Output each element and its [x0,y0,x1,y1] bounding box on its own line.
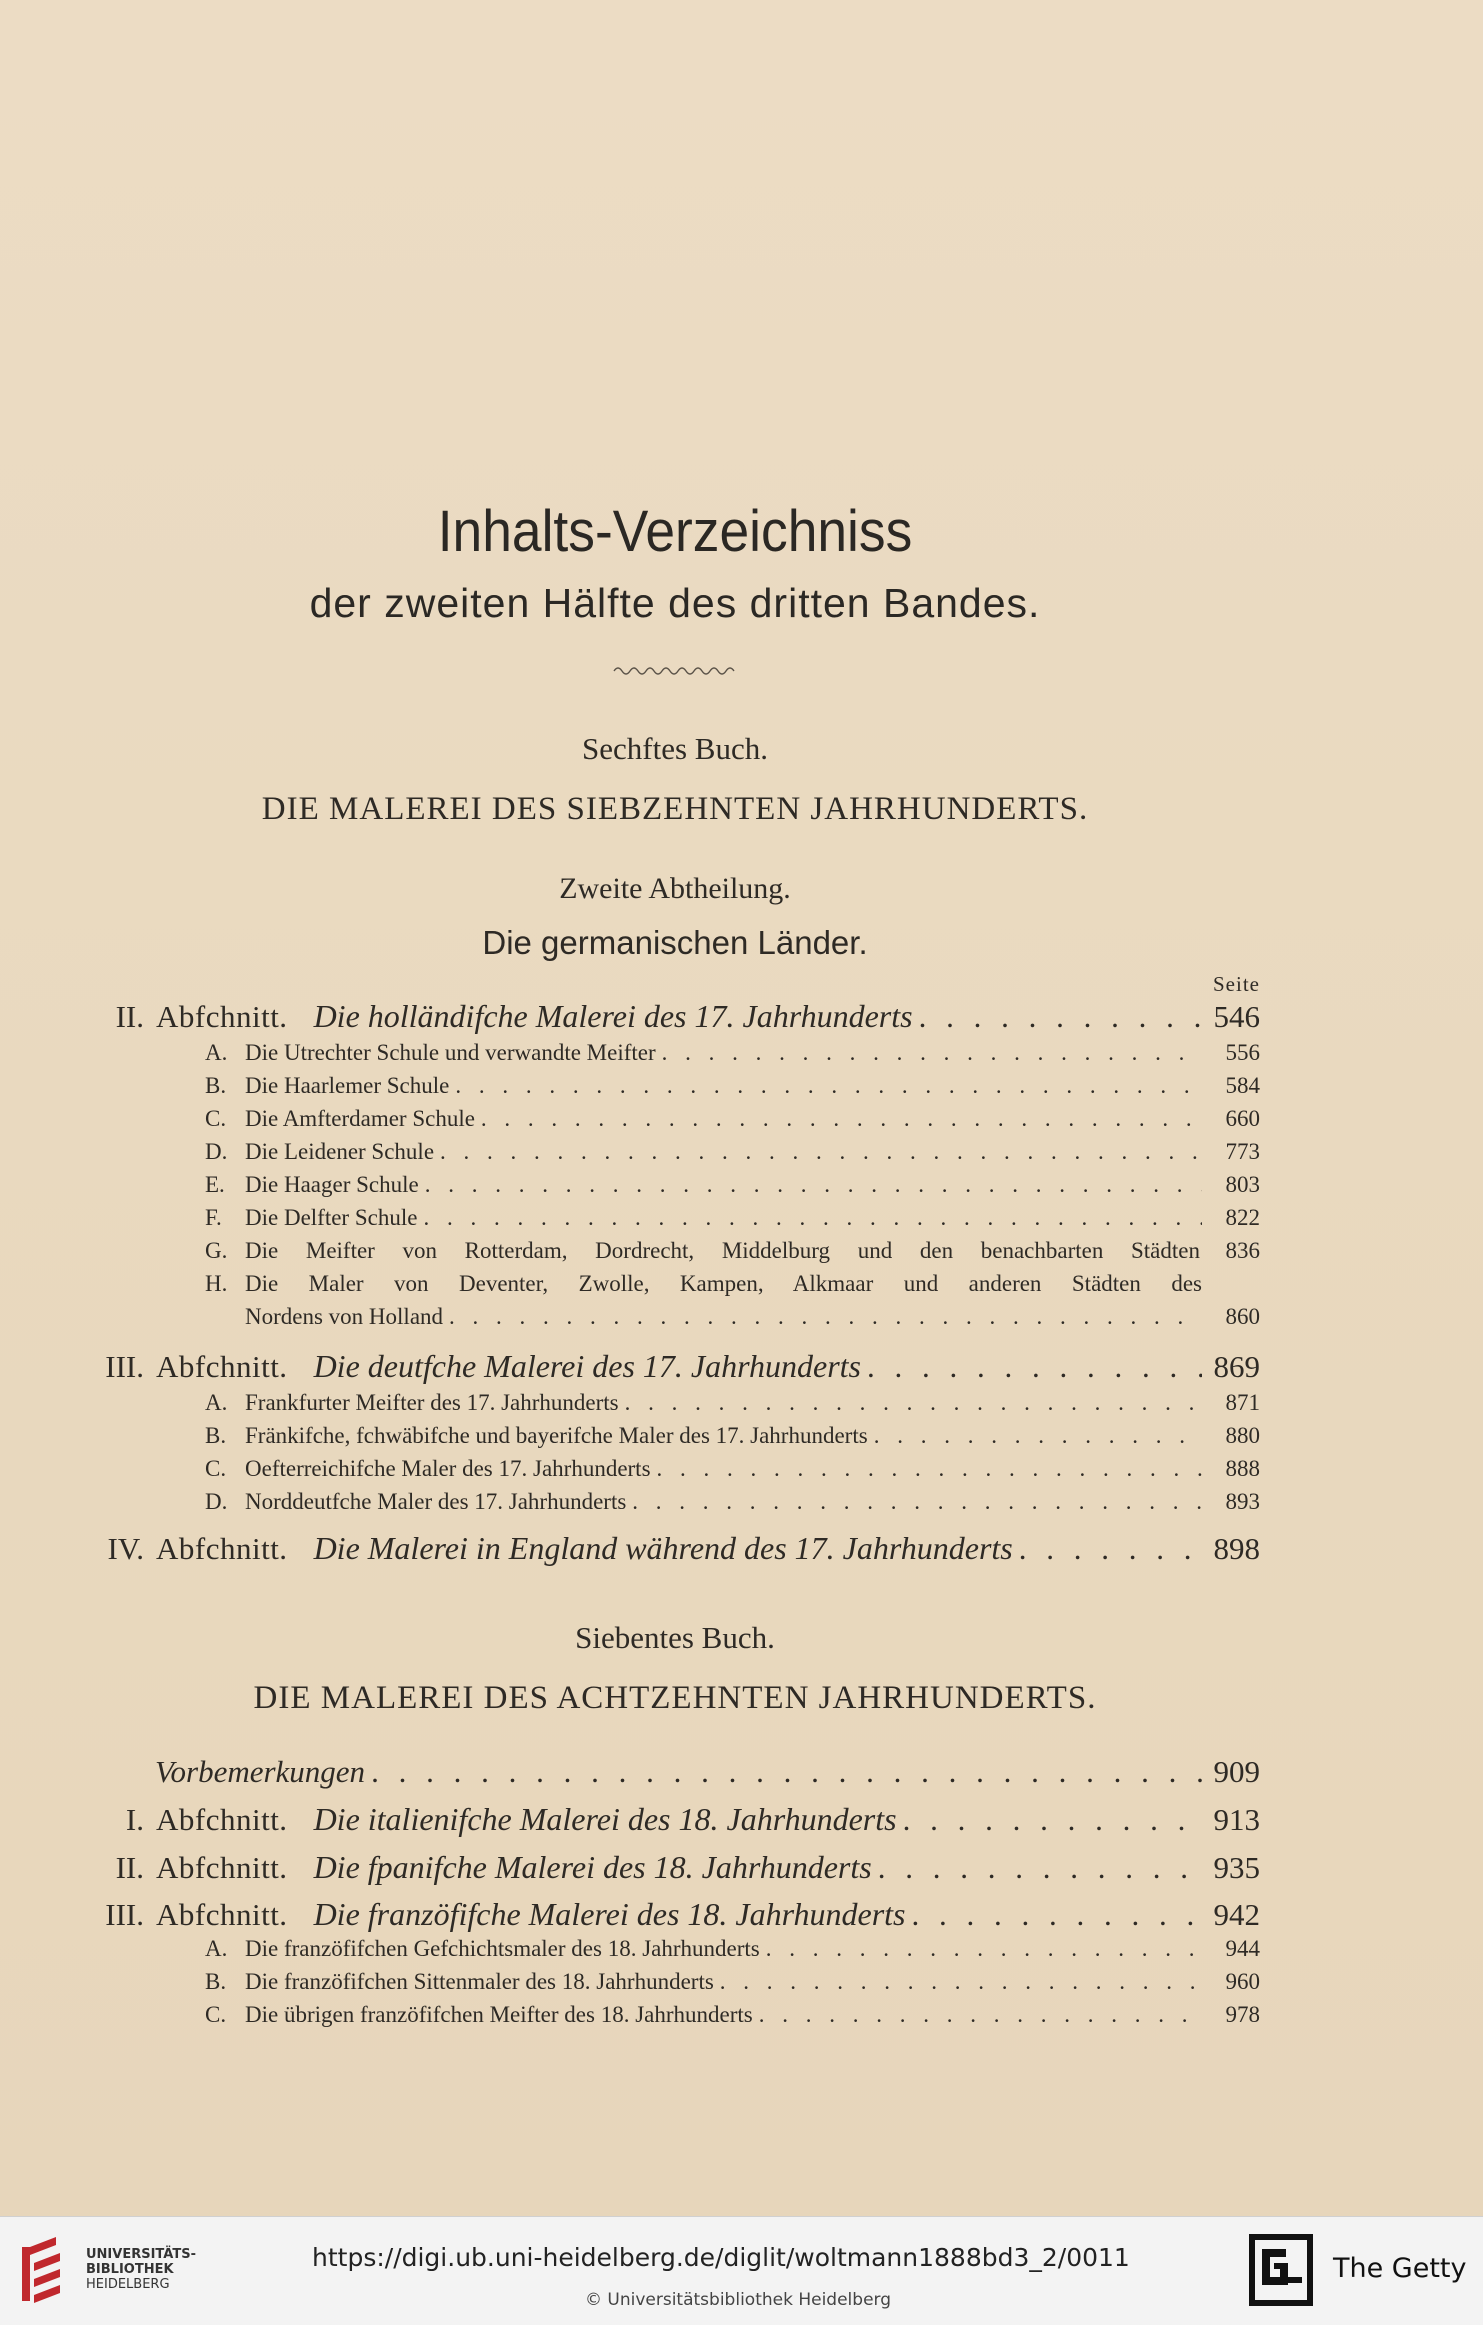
toc-subentry[interactable] [205,1936,1260,1962]
dot-leader [1019,1531,1202,1567]
dot-leader [657,1456,1202,1482]
dot-leader [867,1349,1202,1385]
subentry-letter: C. [205,2002,227,2027]
toc-subentry[interactable] [205,1456,1260,1482]
toc-subentry[interactable] [205,1205,1260,1231]
dot-leader [766,1936,1202,1962]
dot-leader [481,1106,1202,1132]
preface-title: Vorbemerkungen [155,1754,366,1789]
subentry-text: Die Haager Schule [245,1172,419,1197]
subentry-text: Die franzöfifchen Sittenmaler des 18. Jahrhunderts [245,1969,714,1994]
page-number: 660 [1225,1106,1260,1131]
page-number: 584 [1225,1073,1260,1098]
toc-subentry[interactable] [205,1139,1260,1165]
dot-leader [455,1073,1202,1099]
subentry-letter: B. [205,1073,227,1098]
viewer-footer [0,2216,1483,2325]
permalink-url[interactable]: https://digi.ub.uni-heidelberg.de/diglit/woltmann1888bd3_2/0011 [312,2243,1130,2272]
getty-logo-icon[interactable] [1248,2231,1314,2311]
toc-subentry[interactable] [205,2002,1260,2028]
page-number: 935 [1213,1850,1260,1885]
subentry-text: Die franzöfifchen Gefchichtsmaler des 18. Jahrhunderts [245,1936,760,1961]
page-number: 822 [1225,1205,1260,1230]
dot-leader [632,1489,1202,1515]
subentry-letter: H. [205,1271,228,1296]
toc-subentry[interactable] [205,1271,1260,1297]
section-title: Die italienifche Malerei des 18. Jahrhunderts [313,1801,897,1837]
toc-subentry[interactable] [205,1073,1260,1099]
page-number: 556 [1225,1040,1260,1065]
page-number: 942 [1213,1897,1260,1932]
section-word: Abfchnitt. [156,999,288,1034]
section-title: Die fpanifche Malerei des 18. Jahrhunderts [313,1849,872,1885]
section-word: Abfchnitt. [156,1531,288,1566]
dot-leader [625,1390,1202,1416]
dot-leader [874,1423,1202,1449]
subentry-letter: A. [205,1936,228,1961]
section-number: II. [115,999,144,1034]
section-title: Die holländifche Malerei des 17. Jahrhunderts [313,998,913,1034]
page-number: 880 [1225,1423,1260,1448]
subentry-text: Oefterreichifche Maler des 17. Jahrhunderts [245,1456,651,1481]
library-name: UNIVERSITÄTS- BIBLIOTHEK HEIDELBERG [86,2247,196,2292]
toc-section[interactable] [84,1849,1260,1886]
dot-leader [759,2002,1202,2028]
dot-leader [440,1139,1202,1165]
toc-section[interactable] [84,998,1260,1035]
subentry-letter: E. [205,1172,225,1197]
dot-leader [425,1172,1202,1198]
dot-leader [423,1205,1202,1231]
copyright-notice: © Universitätsbibliothek Heidelberg [585,2290,892,2310]
page-number: 546 [1213,999,1260,1034]
subentry-text-continued: Nordens von Holland [245,1304,444,1329]
dot-leader [911,1897,1202,1933]
page-title: Inhalts-Verzeichniss [437,499,913,564]
page-number: 960 [1225,1969,1260,1994]
toc-subentry[interactable] [205,1238,1260,1264]
section-title: Die deutfche Malerei des 17. Jahrhunderts [313,1348,861,1384]
page-number: 871 [1225,1390,1260,1415]
subentry-text: Die übrigen franzöfifchen Meifter des 18. Jahrhunderts [245,2002,753,2027]
dot-leader [903,1802,1202,1838]
page-number: 803 [1225,1172,1260,1197]
university-library-logo-icon[interactable] [16,2229,76,2313]
subentry-letter: D. [205,1139,228,1164]
toc-preface[interactable] [155,1754,1260,1790]
subentry-text: Fränkifche, fchwäbifche und bayerifche Maler des 17. Jahrhunderts [245,1423,868,1448]
dot-leader [449,1304,1202,1330]
subentry-text: Die Utrechter Schule und verwandte Meifter [245,1040,656,1065]
section-word: Abfchnitt. [156,1850,288,1885]
toc-subentry[interactable] [205,1489,1260,1515]
page-number: 913 [1213,1802,1260,1837]
subentry-letter: C. [205,1106,227,1131]
page-number: 978 [1225,2002,1260,2027]
toc-subentry[interactable] [205,1172,1260,1198]
part-label: Zweite Abtheilung. [559,872,791,905]
subentry-letter: G. [205,1238,228,1263]
section-number: III. [105,1897,144,1932]
page-number: 944 [1225,1936,1260,1961]
page-number: 869 [1213,1349,1260,1384]
toc-subentry[interactable] [205,1423,1260,1449]
dot-leader [662,1040,1202,1066]
subentry-letter: A. [205,1390,228,1415]
page-subtitle: der zweiten Hälfte des dritten Bandes. [309,580,1041,626]
section-number: IV. [107,1531,144,1566]
subentry-letter: B. [205,1969,227,1994]
subentry-letter: C. [205,1456,227,1481]
dot-leader [919,999,1202,1035]
ornament-divider [612,664,738,678]
page-number: 888 [1225,1456,1260,1481]
section-number: II. [115,1850,144,1885]
region-heading: Die germanischen Länder. [482,924,868,961]
subentry-letter: F. [205,1205,222,1230]
book-heading: DIE MALEREI DES ACHTZEHNTEN JAHRHUNDERTS. [253,1680,1097,1716]
toc-section[interactable] [84,1348,1260,1385]
subentry-text: Die Delfter Schule [245,1205,418,1230]
subentry-letter: A. [205,1040,228,1065]
dot-leader [878,1850,1202,1886]
section-title: Die franzöfifche Malerei des 18. Jahrhunderts [313,1896,906,1932]
section-number: I. [125,1802,144,1837]
toc-subentry[interactable] [205,1106,1260,1132]
subentry-text: Norddeutfche Maler des 17. Jahrhunderts [245,1489,627,1514]
subentry-text: Frankfurter Meifter des 17. Jahrhunderts [245,1390,619,1415]
toc-subentry[interactable] [205,1040,1260,1066]
section-word: Abfchnitt. [156,1349,288,1384]
subentry-text: Die Haarlemer Schule [245,1073,450,1098]
section-number: III. [105,1349,144,1384]
page-number: 909 [1213,1754,1260,1789]
page-number: 836 [1225,1238,1260,1263]
toc-subentry-continuation[interactable] [245,1304,1260,1330]
page-number: 860 [1225,1304,1260,1329]
subentry-text: Die Amfterdamer Schule [245,1106,475,1131]
toc-section[interactable] [84,1530,1260,1567]
book-heading: DIE MALEREI DES SIEBZEHNTEN JAHRHUNDERTS. [261,791,1089,827]
dot-leader [371,1754,1202,1790]
subentry-text: Die Leidener Schule [245,1139,435,1164]
toc-subentry[interactable] [205,1969,1260,1995]
section-title: Die Malerei in England während des 17. Jahrhunderts [313,1530,1013,1566]
page-number: 773 [1225,1139,1260,1164]
page-number: 893 [1225,1489,1260,1514]
section-word: Abfchnitt. [156,1897,288,1932]
book-label: Sechftes Buch. [582,731,768,766]
subentry-letter: D. [205,1489,228,1514]
book-label: Siebentes Buch. [575,1620,775,1655]
toc-section[interactable] [84,1896,1260,1933]
partner-name: The Getty [1333,2253,1467,2284]
subentry-letter: B. [205,1423,227,1448]
toc-section[interactable] [84,1801,1260,1838]
subentry-text: Die Maler von Deventer, Zwolle, Kampen, Alkmaar und anderen Städten des [245,1271,1202,1296]
toc-subentry[interactable] [205,1390,1260,1416]
page-number: 898 [1213,1531,1260,1566]
section-word: Abfchnitt. [156,1802,288,1837]
page-column-label: Seite [1213,972,1260,996]
subentry-text: Die Meifter von Rotterdam, Dordrecht, Middelburg und den benachbarten Städten [245,1238,1200,1263]
dot-leader [720,1969,1202,1995]
